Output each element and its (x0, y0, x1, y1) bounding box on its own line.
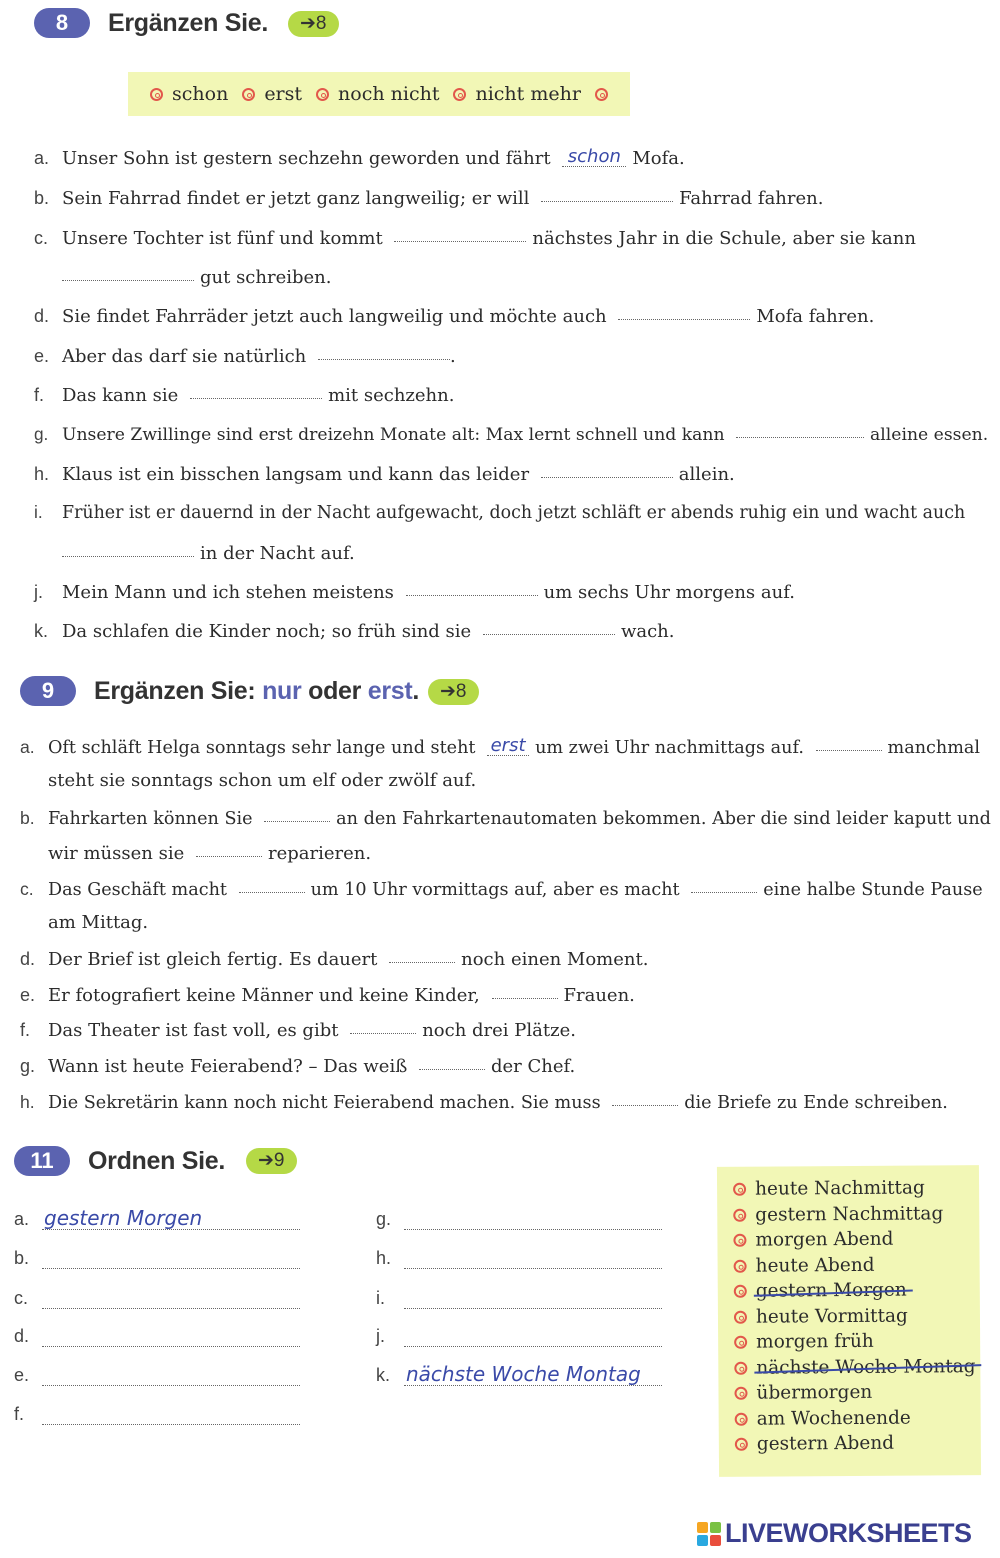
exercise-title: Ordnen Sie. (88, 1146, 226, 1175)
spiral-bullet-icon (734, 1285, 747, 1298)
answer-blank[interactable] (394, 223, 526, 242)
order-row (376, 1205, 662, 1230)
sentence-text: Wann ist heute Feierabend? – Das weiß (48, 1056, 408, 1077)
order-row (376, 1322, 662, 1347)
sentence-text: Frauen. (563, 985, 635, 1006)
sentence-text: Unsere Zwillinge sind erst dreizehn Monate alt: Max lernt schnell und kann (62, 425, 725, 445)
answer-line[interactable] (42, 1284, 300, 1309)
exercise-line (34, 303, 874, 329)
word-option: noch nicht (338, 83, 440, 105)
sentence-text: an den Fahrkartenautomaten bekommen. Aber die sind leider kaputt und (336, 809, 991, 829)
answer-blank[interactable]: schon (562, 148, 626, 167)
sentence-text: Da schlafen die Kinder noch; so früh sind sie (62, 621, 472, 642)
exercise-line (34, 618, 674, 644)
exercise-line (34, 225, 916, 251)
exercise-line (20, 946, 648, 972)
spiral-bullet-icon (734, 1387, 747, 1400)
spiral-bullet-icon (735, 1412, 748, 1425)
exercise-line (34, 382, 454, 408)
answer-blank[interactable] (350, 1015, 416, 1034)
word-list-item (733, 1229, 893, 1251)
answer-blank[interactable] (483, 616, 615, 635)
keyword-erst: erst (367, 676, 413, 705)
answer-blank[interactable] (389, 944, 455, 963)
word-list-note (717, 1165, 981, 1477)
answer-blank[interactable] (419, 1051, 485, 1070)
word-text: gestern Nachmittag (755, 1202, 944, 1226)
sentence-text: Mein Mann und ich stehen meistens (62, 582, 394, 603)
exercise-11-header (14, 1146, 225, 1176)
sentence-text: Sein Fahrrad findet er jetzt ganz langweilig; er will (62, 188, 530, 209)
sentence-text: Unsere Tochter ist fünf und kommt (62, 228, 383, 249)
exercise-line (20, 982, 635, 1008)
answer-blank[interactable] (618, 301, 750, 320)
word-list-item (733, 1203, 943, 1225)
item-label: a. (20, 737, 35, 757)
sentence-text: um 10 Uhr vormittags auf, aber es macht (310, 880, 680, 900)
exercise-line (34, 343, 456, 369)
item-label: e. (34, 346, 50, 366)
spiral-bullet-icon (734, 1310, 747, 1323)
exercise-line (34, 500, 965, 525)
answer-blank[interactable] (190, 380, 322, 399)
item-label: d. (14, 1326, 30, 1346)
liveworksheets-logo-icon (697, 1522, 721, 1546)
answer-blank[interactable] (816, 732, 882, 751)
sentence-text: Fahrkarten können Sie (48, 809, 253, 829)
sentence-text: Fahrrad fahren. (679, 188, 824, 209)
order-row (14, 1244, 300, 1269)
item-label: h. (20, 1092, 35, 1112)
item-label: g. (376, 1209, 392, 1229)
item-label: f. (20, 1020, 31, 1040)
word-list-item (735, 1407, 911, 1429)
answer-blank[interactable] (196, 838, 262, 857)
item-label: h. (34, 464, 50, 484)
sentence-text: Der Brief ist gleich fertig. Es dauert (48, 949, 378, 970)
item-label: b. (20, 808, 35, 828)
exercise-line (56, 264, 331, 290)
sentence-text: eine halbe Stunde Pause (763, 880, 983, 900)
answer-blank[interactable]: erst (487, 737, 529, 756)
word-list-item (734, 1356, 975, 1379)
word-text: heute Vormittag (755, 1305, 908, 1328)
answer-blank[interactable] (264, 803, 330, 822)
sentence-text: Unser Sohn ist gestern sechzehn geworden und fährt (62, 148, 551, 169)
sentence-text: manchmal (887, 738, 981, 758)
spiral-bullet-icon (242, 88, 255, 101)
sentence-text: Das Theater ist fast voll, es gibt (48, 1020, 339, 1041)
order-row (14, 1205, 300, 1230)
answer-line[interactable] (42, 1400, 300, 1425)
sentence-text: in der Nacht auf. (200, 543, 355, 564)
order-row (14, 1361, 300, 1386)
answer-line[interactable] (42, 1244, 300, 1269)
exercise-line (34, 579, 795, 605)
exercise-line (34, 461, 735, 487)
answer-line[interactable] (404, 1205, 662, 1230)
word-box (128, 72, 630, 116)
word-list-item (734, 1254, 875, 1276)
answer-line[interactable] (404, 1284, 662, 1309)
brand-name: LIVEWORKSHEETS (725, 1518, 972, 1548)
item-label: i. (34, 502, 43, 522)
sentence-text: der Chef. (490, 1056, 576, 1077)
exercise-line (20, 734, 980, 760)
item-label: b. (14, 1248, 30, 1268)
sentence-text: alleine essen. (870, 425, 989, 445)
item-label: e. (20, 985, 36, 1005)
answer-line[interactable] (404, 1244, 662, 1269)
item-label: a. (14, 1209, 30, 1229)
order-row (376, 1284, 662, 1309)
order-row (376, 1244, 662, 1269)
word-text: am Wochenende (756, 1407, 911, 1430)
exercise-line (48, 911, 148, 935)
sentence-text: steht sie sonntags schon um elf oder zwölf auf. (48, 770, 477, 791)
sentence-text: Die Sekretärin kann noch nicht Feierabend machen. Sie muss (48, 1093, 601, 1113)
item-label: k. (34, 621, 49, 641)
exercise-number-badge: 11 (14, 1146, 70, 1176)
spiral-bullet-icon (734, 1259, 747, 1272)
exercise-line (34, 185, 823, 211)
spiral-bullet-icon (453, 88, 466, 101)
sentence-text: Aber das darf sie natürlich (62, 346, 307, 367)
spiral-bullet-icon (595, 88, 608, 101)
sentence-text: noch einen Moment. (461, 949, 649, 970)
answer-blank[interactable] (406, 577, 538, 596)
answer-blank[interactable] (62, 262, 194, 281)
sentence-text: Klaus ist ein bisschen langsam und kann das leider (62, 464, 530, 485)
item-label: c. (34, 228, 49, 248)
sentence-text: Oft schläft Helga sonntags sehr lange und steht (48, 738, 476, 758)
sentence-text: um sechs Uhr morgens auf. (543, 582, 795, 603)
item-label: j. (34, 582, 43, 602)
sentence-text: reparieren. (267, 843, 372, 864)
exercise-number-badge: 8 (34, 8, 90, 38)
exercise-line (20, 1089, 948, 1115)
exercise-line (20, 1017, 576, 1043)
item-label: h. (376, 1248, 392, 1268)
word-text: übermorgen (756, 1381, 873, 1404)
answer-blank[interactable] (239, 874, 305, 893)
word-option: nicht mehr (475, 83, 581, 105)
sentence-text: noch drei Plätze. (422, 1020, 576, 1041)
item-label: e. (14, 1365, 30, 1385)
item-label: c. (20, 879, 34, 899)
item-label: d. (34, 306, 50, 326)
spiral-bullet-icon (733, 1208, 746, 1221)
word-text: heute Abend (755, 1254, 875, 1277)
liveworksheets-logo (697, 1518, 972, 1549)
item-label: g. (34, 424, 49, 444)
exercise-number-badge: 9 (20, 676, 76, 706)
answer-blank[interactable] (318, 341, 450, 360)
sentence-text: wir müssen sie (48, 843, 185, 864)
item-label: g. (20, 1056, 36, 1076)
exercise-line (34, 421, 988, 447)
answer-blank[interactable] (691, 874, 757, 893)
answer-blank[interactable] (492, 980, 558, 999)
spiral-bullet-icon (316, 88, 329, 101)
item-label: d. (20, 949, 36, 969)
exercise-8-header (34, 8, 268, 38)
keyword-nur: nur (262, 676, 302, 705)
exercise-line (48, 840, 371, 866)
sentence-text: am Mittag. (48, 912, 149, 933)
exercise-title (94, 677, 419, 706)
item-label: k. (376, 1365, 391, 1385)
sentence-text: Das kann sie (62, 385, 179, 406)
sentence-text: Sie findet Fahrräder jetzt auch langweilig und möchte auch (62, 306, 607, 327)
sentence-text: . (450, 346, 456, 367)
answer-blank[interactable] (736, 419, 864, 438)
word-option: erst (264, 83, 303, 105)
item-label: c. (14, 1288, 29, 1308)
sentence-text: Er fotografiert keine Männer und keine Kinder, (48, 985, 480, 1006)
title-or: oder (308, 676, 362, 705)
order-row (14, 1322, 300, 1347)
word-list-item (734, 1280, 907, 1302)
spiral-bullet-icon (735, 1438, 748, 1451)
sentence-text: die Briefe zu Ende schreiben. (684, 1093, 948, 1113)
exercise-line (20, 1053, 575, 1079)
word-list-item (735, 1433, 894, 1455)
answer-blank[interactable] (612, 1087, 678, 1106)
word-list-item (734, 1305, 908, 1327)
sentence-text: Früher ist er dauernd in der Nacht aufgewacht, doch jetzt schläft er abends ruhig ein und wacht auch (62, 503, 966, 523)
exercise-line (56, 540, 355, 566)
sentence-text: um zwei Uhr nachmittags auf. (535, 738, 804, 758)
sentence-text: nächstes Jahr in die Schule, aber sie kann (532, 228, 916, 249)
word-text-struck: gestern Morgen (755, 1279, 907, 1302)
answer-line[interactable] (404, 1322, 662, 1347)
sentence-text: allein. (678, 464, 735, 485)
word-text: morgen früh (756, 1330, 874, 1353)
spiral-bullet-icon (733, 1234, 746, 1247)
item-label: a. (34, 148, 50, 168)
answer-line[interactable] (42, 1205, 300, 1230)
order-row (14, 1400, 300, 1425)
word-list-item (734, 1331, 874, 1353)
exercise-line (48, 769, 476, 793)
word-list-item (734, 1382, 872, 1404)
reference-pill: ➔9 (246, 1148, 297, 1174)
answer-blank[interactable] (62, 538, 194, 557)
order-row (14, 1284, 300, 1309)
word-option: schon (172, 83, 229, 105)
answer-line[interactable] (404, 1361, 662, 1386)
item-label: f. (34, 385, 45, 405)
answer-line[interactable] (42, 1361, 300, 1386)
exercise-title: Ergänzen Sie. (108, 8, 269, 37)
answer-blank[interactable] (541, 183, 673, 202)
reference-pill: ➔8 (288, 11, 339, 37)
word-text: gestern Abend (756, 1432, 895, 1455)
spiral-bullet-icon (733, 1183, 746, 1196)
sentence-text: Das Geschäft macht (48, 880, 227, 900)
title-period: . (412, 676, 420, 705)
answer-blank[interactable] (541, 459, 673, 478)
spiral-bullet-icon (150, 88, 163, 101)
title-prefix: Ergänzen Sie: (94, 676, 256, 705)
sentence-text: Mofa. (632, 148, 685, 169)
item-label: i. (376, 1288, 385, 1308)
reference-pill: ➔8 (428, 679, 479, 705)
exercise-line (20, 805, 991, 831)
item-label: b. (34, 188, 50, 208)
word-text: heute Nachmittag (755, 1177, 925, 1200)
sentence-text: wach. (620, 621, 675, 642)
sentence-text: gut schreiben. (200, 267, 332, 288)
word-list-item (733, 1177, 925, 1199)
spiral-bullet-icon (734, 1361, 747, 1374)
answer-text: gestern Morgen (44, 1206, 203, 1230)
word-text: morgen Abend (755, 1228, 894, 1251)
word-text-struck: nächste Woche Montag (756, 1355, 976, 1379)
answer-line[interactable] (42, 1322, 300, 1347)
sentence-text: Mofa fahren. (756, 306, 875, 327)
sentence-text: mit sechzehn. (328, 385, 455, 406)
spiral-bullet-icon (734, 1336, 747, 1349)
exercise-line (34, 146, 685, 171)
order-row (376, 1361, 662, 1386)
item-label: j. (376, 1326, 385, 1346)
answer-text: nächste Woche Montag (406, 1362, 641, 1386)
exercise-line (20, 876, 983, 902)
exercise-9-header (20, 676, 419, 706)
item-label: f. (14, 1404, 25, 1424)
